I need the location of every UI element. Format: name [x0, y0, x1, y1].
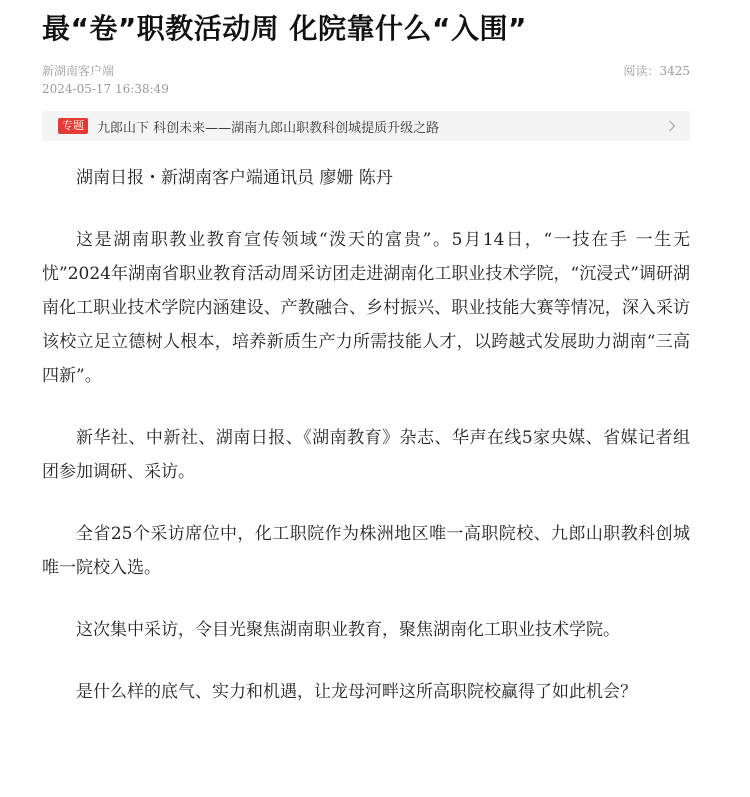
topic-title: 九郎山下 科创未来——湖南九郎山职教科创城提质升级之路	[97, 120, 440, 136]
publish-time: 2024-05-17 16:38:49	[42, 82, 169, 96]
article	[42, 0, 690, 737]
paragraph-byline: 湖南日报・新湖南客户端通讯员 廖姗 陈丹	[76, 168, 393, 188]
article-title: 最“卷”职教活动周 化院靠什么“入围”	[42, 12, 527, 45]
paragraph: 是什么样的底气、实力和机遇，让龙母河畔这所高职院校赢得了如此机会？	[76, 682, 637, 702]
read-count: 阅读：3425	[623, 64, 690, 78]
topic-banner-link[interactable]	[42, 111, 690, 141]
chevron-right-icon	[666, 120, 678, 132]
paragraph: 新华社、中新社、湖南日报、《湖南教育》杂志、华声在线5家央媒、省媒记者组团参加调研、采访。	[42, 428, 690, 482]
article-meta	[42, 63, 690, 99]
paragraph: 全省25个采访席位中，化工职院作为株洲地区唯一高职院校、九郎山职教科创城唯一院校入选。	[42, 524, 690, 578]
article-source: 新湖南客户端	[42, 64, 115, 78]
paragraph: 这次集中采访，令目光聚焦湖南职业教育，聚焦湖南化工职业技术学院。	[76, 620, 620, 640]
paragraph: 这是湖南职教业教育宣传领域“泼天的富贵”。5月14日，“一技在手 一生无忧”2024年湖南省职业教育活动周采访团走进湖南化工职业技术学院，“沉浸式”调研湖南化工职业技术学院内涵建设、产教融合、乡村振兴、职业技能大赛等情况，深入采访该校立足立德树人根本，培养新质生产力所需技能人才，以跨越式发展助力湖南“三高四新”。	[42, 230, 690, 386]
topic-badge: 专题	[58, 118, 88, 134]
article-body	[42, 161, 690, 709]
